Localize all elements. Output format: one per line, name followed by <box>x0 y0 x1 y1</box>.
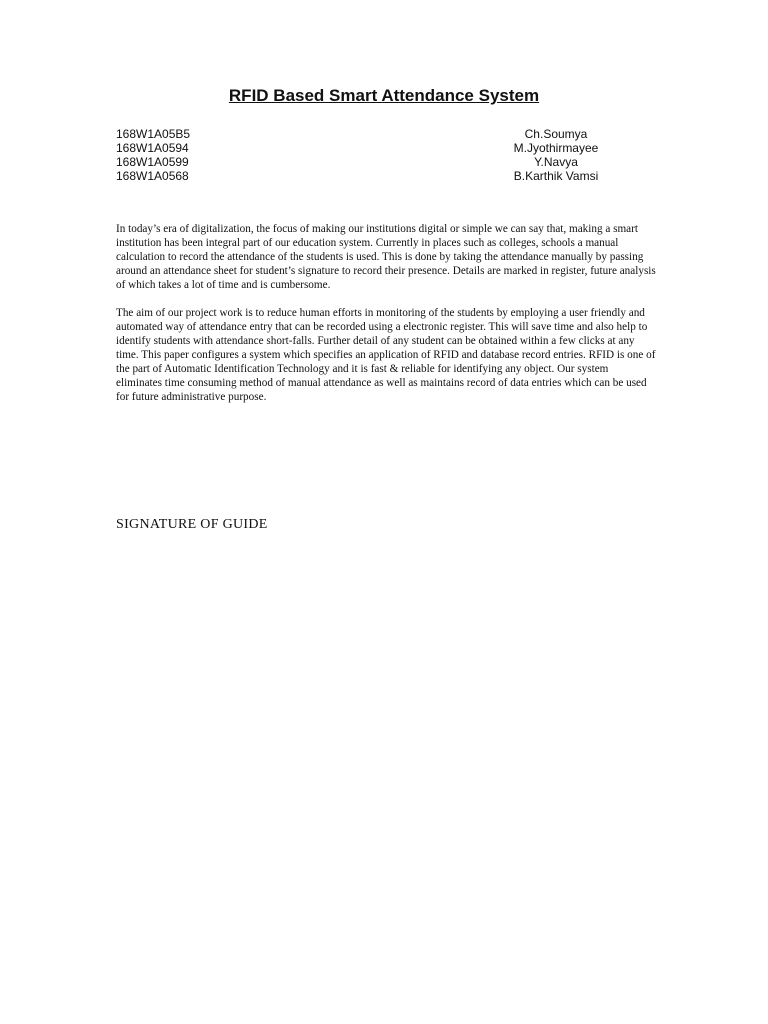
abstract-paragraph: The aim of our project work is to reduce human efforts in monitoring of the students by employing a user friendly and automated way of attendance entry that can be recorded using a electronic register. This will save time and also help to identify students with attendance short-falls. Further detail of any student can be obtained within a few clicks at any time. This paper configures a system which specifies an application of RFID and database record entries. RFID is one of the part of Automatic Identification Technology and it is fast & reliable for identifying any object. Our system eliminates time consuming method of manual attendance as well as maintains record of data entries which can be used for future administrative purpose. <box>116 307 656 403</box>
student-row <box>116 141 656 155</box>
signature-label: SIGNATURE OF GUIDE <box>116 517 268 532</box>
abstract-body <box>116 222 656 418</box>
student-id: 168W1A05B5 <box>116 127 191 141</box>
student-name: M.Jyothirmayee <box>513 141 599 155</box>
student-name: Ch.Soumya <box>524 127 588 141</box>
student-row <box>116 155 656 169</box>
student-id: 168W1A0599 <box>116 155 189 169</box>
student-row <box>116 169 656 183</box>
student-row <box>116 127 656 141</box>
document-title: RFID Based Smart Attendance System <box>228 86 540 105</box>
student-id: 168W1A0568 <box>116 169 189 183</box>
student-list <box>116 127 656 183</box>
student-name: B.Karthik Vamsi <box>513 169 599 183</box>
student-name: Y.Navya <box>534 155 578 169</box>
student-id: 168W1A0594 <box>116 141 189 155</box>
abstract-paragraph: In today’s era of digitalization, the focus of making our institutions digital or simple we can say that, making a smart institution has been integral part of our education system. Currently in places such as colleges, schools a manual calculation to record the attendance of the students is used. This is done by taking the attendance manually by passing around an attendance sheet for student’s signature to record their presence. Details are marked in register, future analysis of which takes a lot of time and is cumbersome. <box>116 223 656 291</box>
